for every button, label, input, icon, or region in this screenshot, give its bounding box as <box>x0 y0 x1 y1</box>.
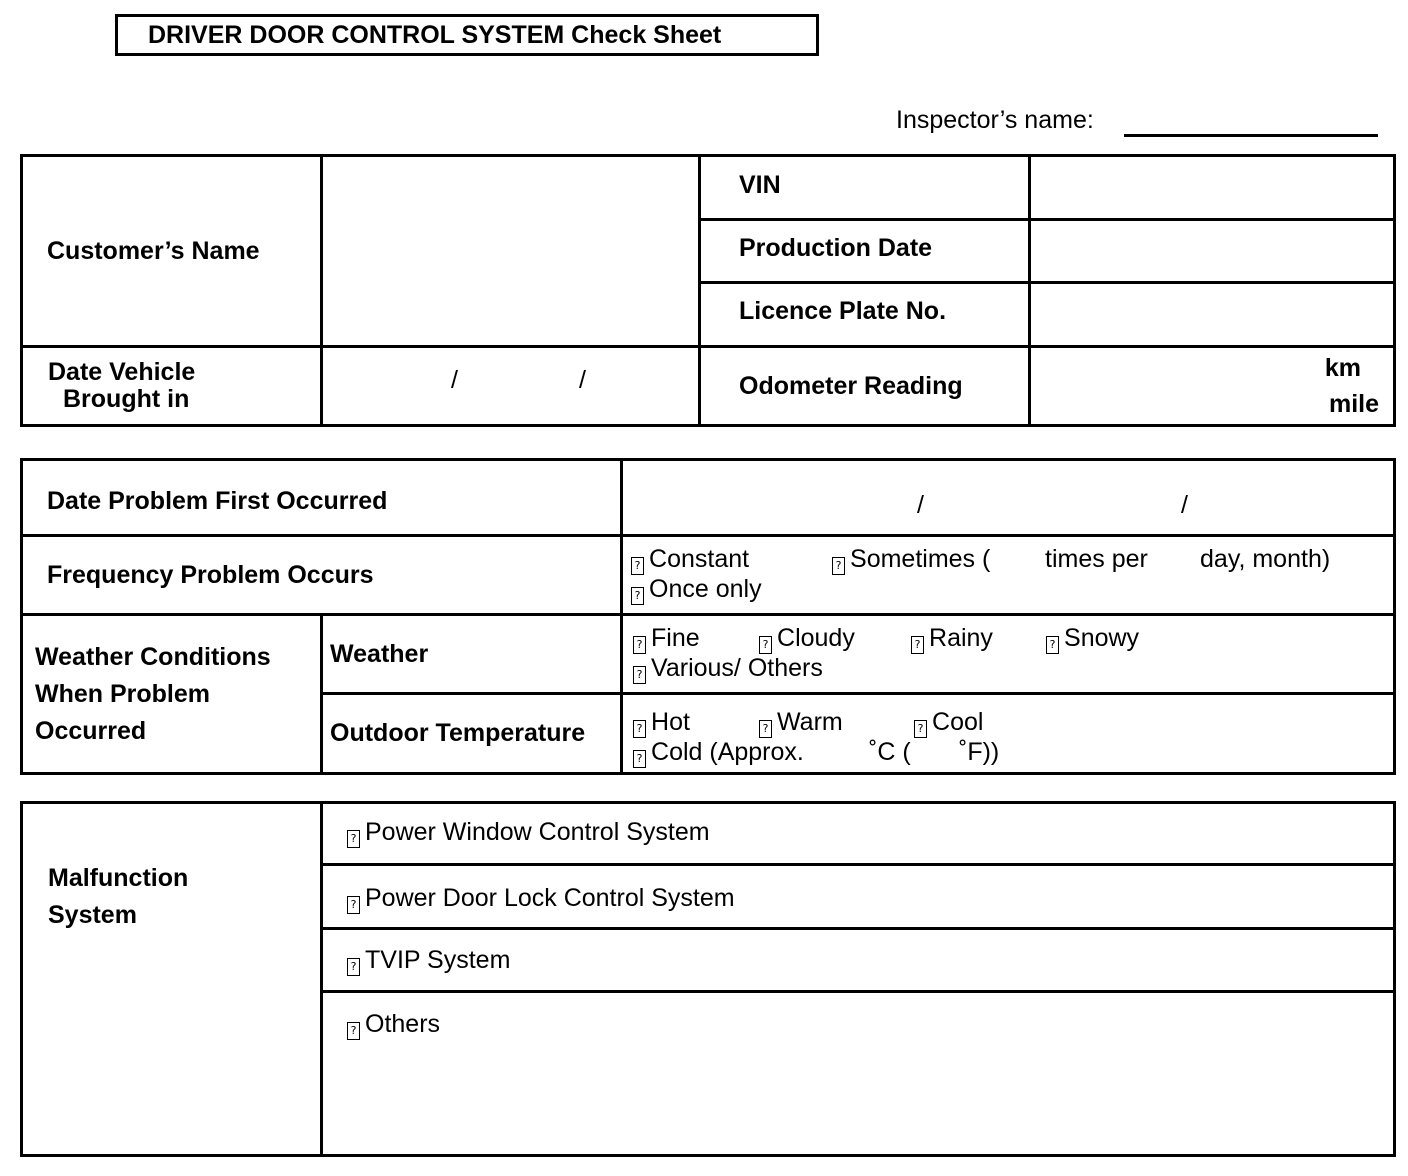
option-cloudy[interactable]: ? Cloudy <box>759 624 855 654</box>
malfunction-table <box>20 801 1396 1157</box>
option-cold[interactable]: ? Cold (Approx. <box>633 738 804 768</box>
vehicle-info-table <box>20 154 1396 427</box>
unit-km: km <box>1324 354 1361 382</box>
checkbox[interactable]: ? <box>633 750 646 768</box>
option-cool[interactable]: ? Cool <box>914 708 983 738</box>
checkbox[interactable]: ? <box>631 587 644 605</box>
checkbox[interactable]: ? <box>759 720 772 738</box>
production-date-field[interactable] <box>1030 220 1395 283</box>
date-first-occurred-field[interactable] <box>622 460 1395 536</box>
checkbox[interactable]: ? <box>1046 636 1059 654</box>
frequency-label: Frequency Problem Occurs <box>22 536 622 615</box>
option-constant[interactable]: ? Constant <box>631 545 749 575</box>
option-power-window[interactable]: ? Power Window Control System <box>322 803 1395 865</box>
checkbox[interactable]: ? <box>347 896 360 914</box>
weather-options <box>622 615 1395 694</box>
vin-label: VIN <box>700 156 1030 220</box>
option-sometimes[interactable]: ? Sometimes ( <box>832 545 990 575</box>
times-per-text: times per <box>1045 545 1148 573</box>
checkbox[interactable]: ? <box>347 958 360 976</box>
checkbox[interactable]: ? <box>347 830 360 848</box>
inspector-name-field[interactable] <box>1124 134 1378 137</box>
option-fine[interactable]: ? Fine <box>633 624 700 654</box>
option-tvip[interactable]: ? TVIP System <box>322 929 1395 992</box>
option-rainy[interactable]: ? Rainy <box>911 624 993 654</box>
production-date-label: Production Date <box>700 220 1030 283</box>
day-month-text: day, month) <box>1200 545 1331 573</box>
checkbox[interactable]: ? <box>633 666 646 684</box>
checkbox[interactable]: ? <box>633 720 646 738</box>
option-once-only[interactable]: ? Once only <box>631 575 762 605</box>
celsius-text: ˚C ( <box>869 738 911 766</box>
option-warm[interactable]: ? Warm <box>759 708 843 738</box>
date-separator: / <box>917 491 924 519</box>
option-various[interactable]: ? Various/ Others <box>633 654 823 684</box>
checkbox[interactable]: ? <box>832 557 845 575</box>
fahrenheit-text: ˚F)) <box>959 738 1000 766</box>
date-separator: / <box>451 366 458 394</box>
checkbox[interactable]: ? <box>347 1022 360 1040</box>
checkbox[interactable]: ? <box>911 636 924 654</box>
date-separator: / <box>579 366 586 394</box>
odometer-field[interactable] <box>1030 347 1395 426</box>
checkbox[interactable]: ? <box>914 720 927 738</box>
option-power-door-lock[interactable]: ? Power Door Lock Control System <box>322 865 1395 929</box>
date-first-occurred-label: Date Problem First Occurred <box>22 460 622 536</box>
date-brought-in-field[interactable] <box>322 347 700 426</box>
weather-label: Weather <box>322 615 622 694</box>
date-separator: / <box>1181 491 1188 519</box>
date-brought-in-label: Date Vehicle Brought in <box>22 347 322 426</box>
checkbox[interactable]: ? <box>633 636 646 654</box>
customer-name-label: Customer’s Name <box>22 156 322 347</box>
check-sheet-title <box>115 14 819 56</box>
option-others[interactable]: ? Others <box>322 992 1395 1156</box>
inspector-name-label: Inspector’s name: <box>896 106 1094 134</box>
customer-name-field[interactable] <box>322 156 700 347</box>
odometer-label: Odometer Reading <box>700 347 1030 426</box>
option-snowy[interactable]: ? Snowy <box>1046 624 1139 654</box>
temperature-options <box>622 694 1395 774</box>
frequency-options <box>622 536 1395 615</box>
outdoor-temperature-label: Outdoor Temperature <box>322 694 622 774</box>
weather-conditions-label: Weather Conditions When Problem Occurred <box>22 615 322 774</box>
vin-field[interactable] <box>1030 156 1395 220</box>
checkbox[interactable]: ? <box>759 636 772 654</box>
title-text: DRIVER DOOR CONTROL SYSTEM Check Sheet <box>148 20 722 49</box>
problem-info-table <box>20 458 1396 775</box>
unit-mile: mile <box>1328 390 1379 418</box>
licence-plate-label: Licence Plate No. <box>700 283 1030 347</box>
malfunction-system-label: Malfunction System <box>22 803 322 1156</box>
licence-plate-field[interactable] <box>1030 283 1395 347</box>
checkbox[interactable]: ? <box>631 557 644 575</box>
option-hot[interactable]: ? Hot <box>633 708 690 738</box>
